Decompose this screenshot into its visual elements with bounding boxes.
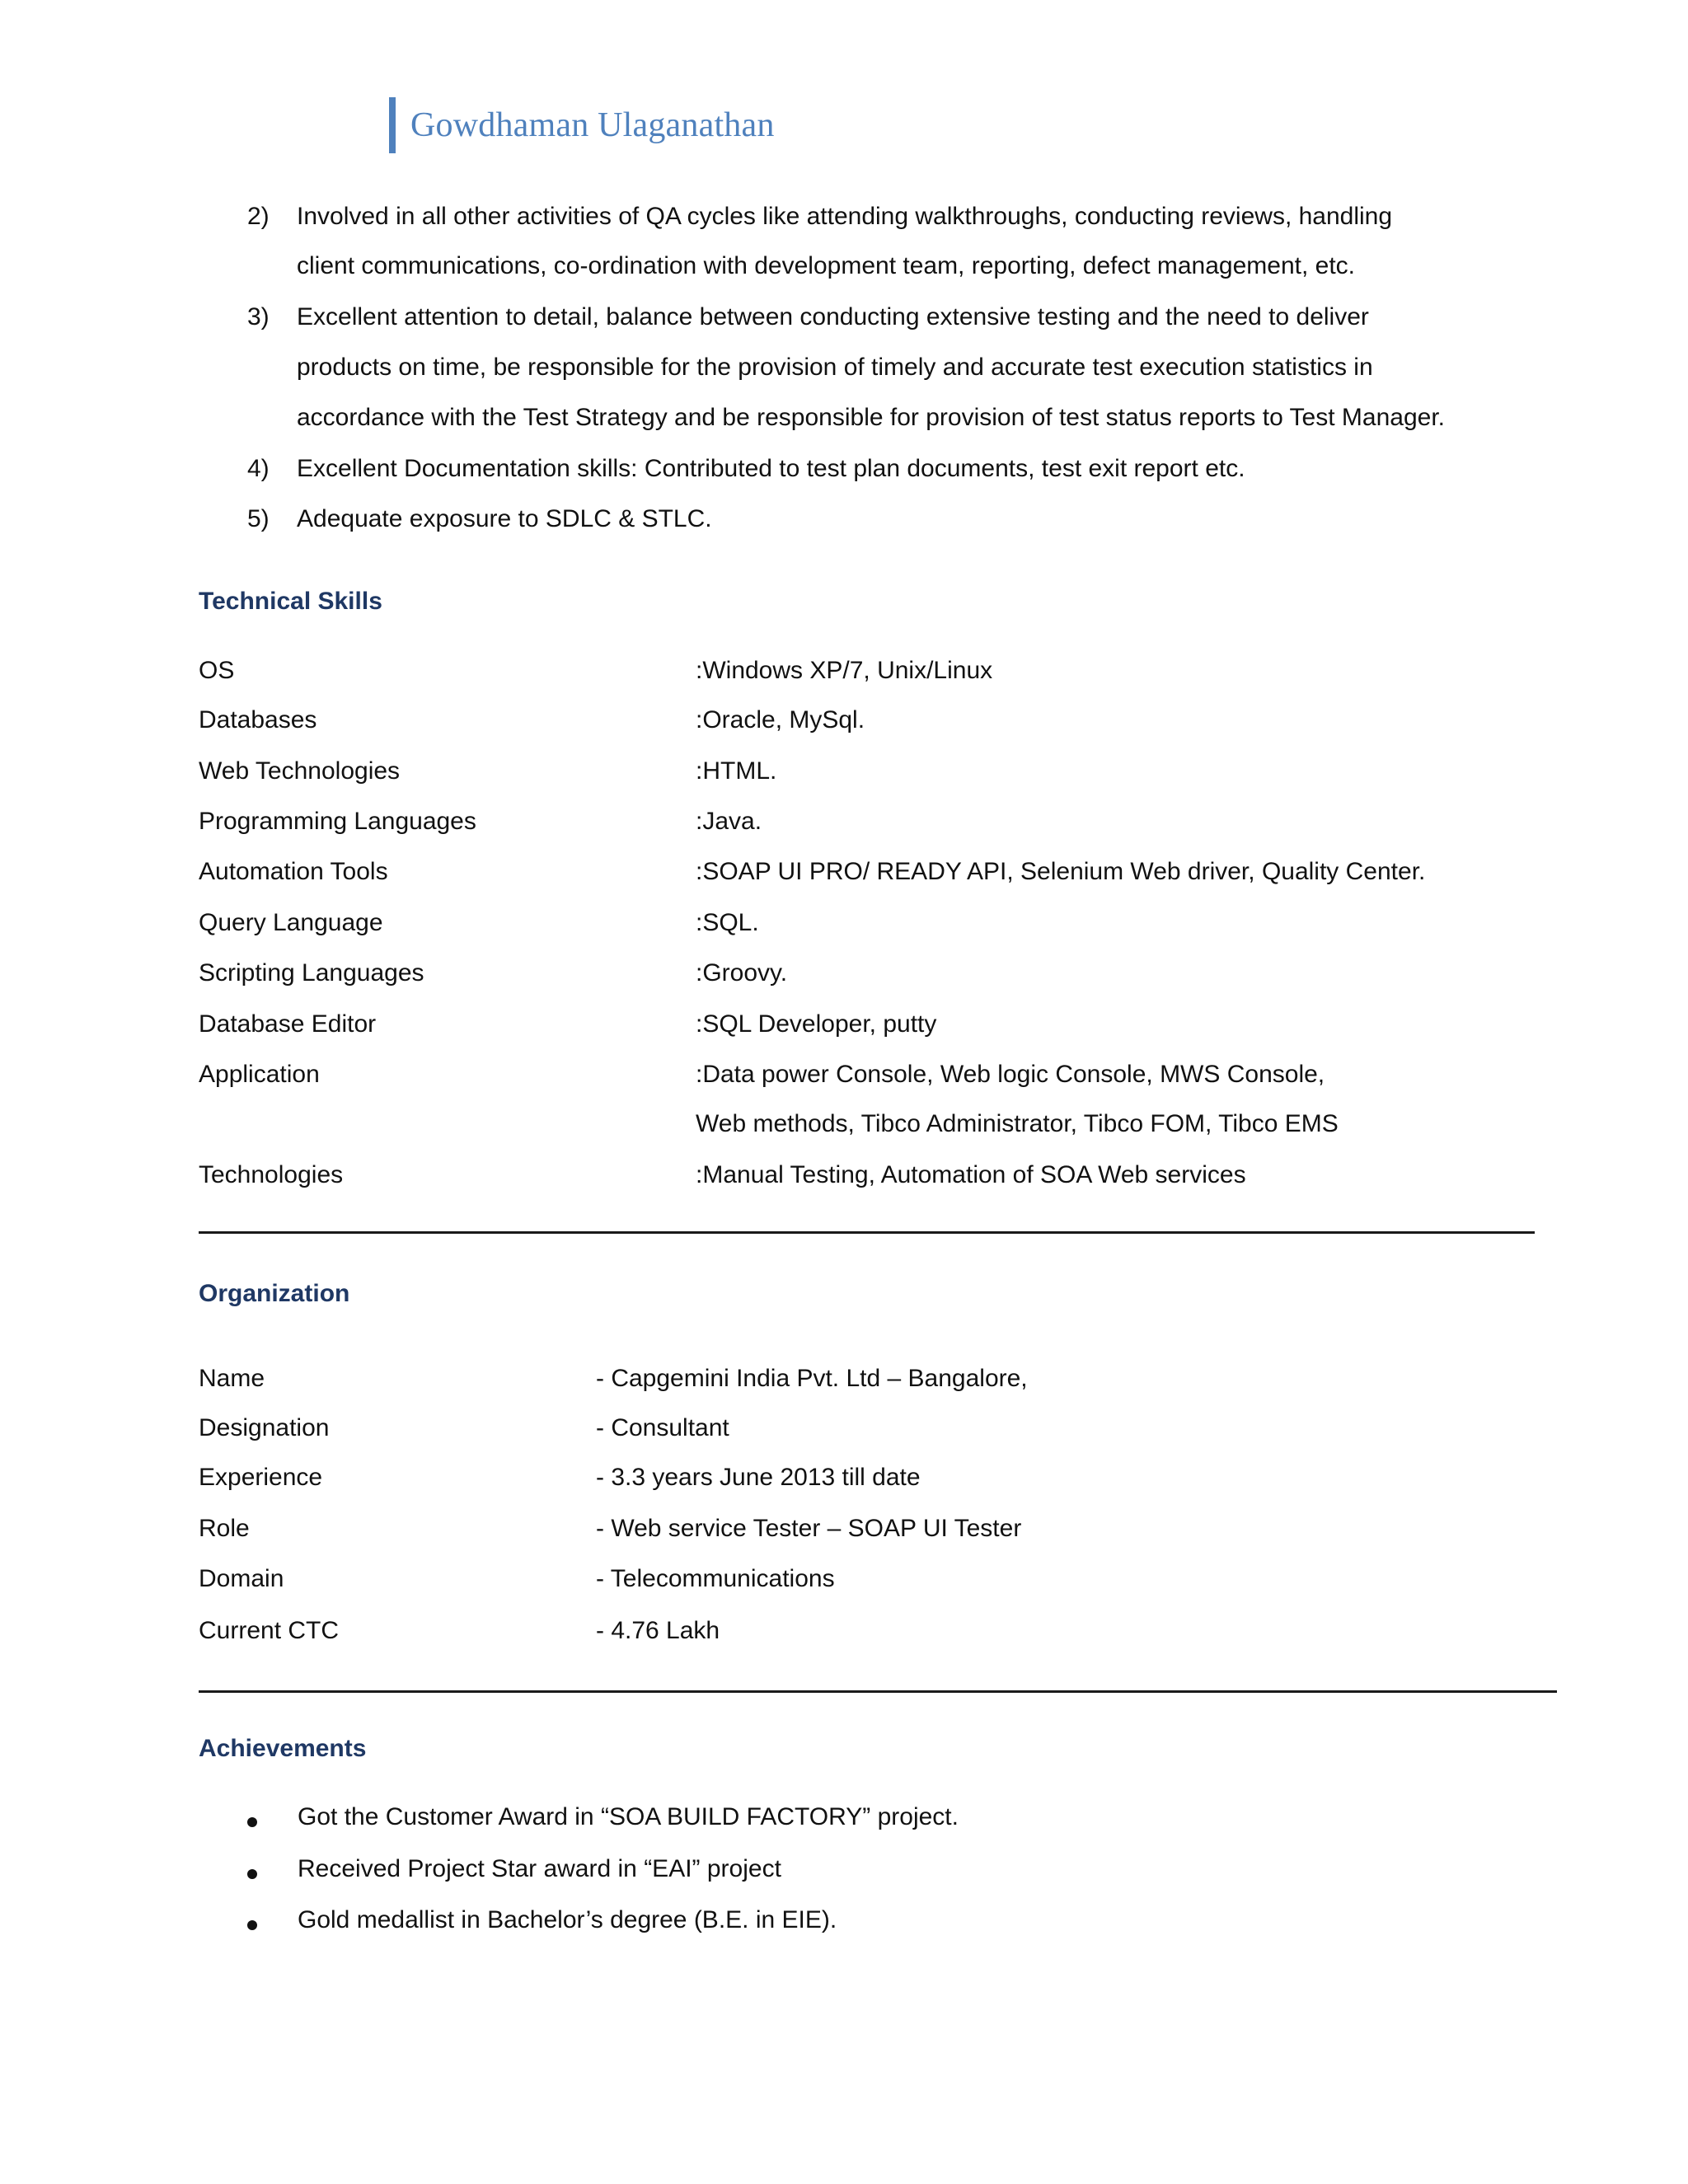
org-value: - Capgemini India Pvt. Ltd – Bangalore, (596, 1365, 1028, 1392)
skill-label: Databases (199, 706, 317, 733)
skill-value: :Oracle, MySql. (696, 706, 865, 733)
achievement-text: Received Project Star award in “EAI” project (298, 1855, 781, 1882)
candidate-name: Gowdhaman Ulaganathan (410, 106, 775, 144)
skill-value: :Java. (696, 808, 762, 835)
technical-skills-heading: Technical Skills (199, 588, 382, 615)
skill-label: Scripting Languages (199, 959, 424, 987)
org-label: Domain (199, 1565, 284, 1592)
skill-value: :SQL. (696, 909, 759, 936)
skill-value: :Manual Testing, Automation of SOA Web services (696, 1161, 1246, 1188)
org-value: - Web service Tester – SOAP UI Tester (596, 1515, 1022, 1542)
bullet-icon (247, 1869, 257, 1879)
org-label: Current CTC (199, 1617, 340, 1644)
item-number: 3) (247, 303, 270, 330)
item-text-line: Excellent Documentation skills: Contributed to test plan documents, test exit report etc. (297, 455, 1245, 482)
org-label: Designation (199, 1414, 330, 1441)
achievement-text: Got the Customer Award in “SOA BUILD FACTORY” project. (298, 1803, 959, 1830)
skill-value: :Data power Console, Web logic Console, MWS Console, (696, 1061, 1325, 1088)
org-label: Experience (199, 1464, 323, 1491)
skill-label: Database Editor (199, 1010, 377, 1038)
item-text-line: accordance with the Test Strategy and be responsible for provision of test status reports to Test Manager. (297, 404, 1445, 431)
item-number: 2) (247, 203, 270, 230)
item-text-line: products on time, be responsible for the provision of timely and accurate test execution statistics in (297, 354, 1373, 381)
item-number: 5) (247, 505, 270, 532)
skill-label: Web Technologies (199, 757, 401, 785)
skill-value: :Groovy. (696, 959, 788, 987)
achievement-text: Gold medallist in Bachelor’s degree (B.E. in EIE). (298, 1906, 837, 1933)
item-number: 4) (247, 455, 270, 482)
bullet-icon (247, 1920, 257, 1930)
org-label: Role (199, 1515, 250, 1542)
org-label: Name (199, 1365, 265, 1392)
item-text-line: Involved in all other activities of QA cycles like attending walkthroughs, conducting reviews, handling (297, 203, 1393, 230)
item-text-line: Adequate exposure to SDLC & STLC. (297, 505, 712, 532)
skill-label: Application (199, 1061, 320, 1088)
page-header (389, 97, 775, 153)
section-divider (199, 1690, 1557, 1693)
skill-value: Web methods, Tibco Administrator, Tibco FOM, Tibco EMS (696, 1110, 1339, 1137)
skill-label: OS (199, 657, 235, 684)
skill-label: Automation Tools (199, 858, 388, 885)
achievements-heading: Achievements (199, 1735, 367, 1762)
org-value: - Consultant (596, 1414, 729, 1441)
skill-label: Query Language (199, 909, 383, 936)
skill-label: Programming Languages (199, 808, 476, 835)
skill-value: :SOAP UI PRO/ READY API, Selenium Web driver, Quality Center. (696, 858, 1426, 885)
org-value: - Telecommunications (596, 1565, 835, 1592)
organization-heading: Organization (199, 1280, 350, 1307)
skill-value: :HTML. (696, 757, 777, 785)
skill-value: :Windows XP/7, Unix/Linux (696, 657, 993, 684)
item-text-line: Excellent attention to detail, balance between conducting extensive testing and the need to deliver (297, 303, 1369, 330)
skill-label: Technologies (199, 1161, 344, 1188)
org-value: - 3.3 years June 2013 till date (596, 1464, 921, 1491)
org-value: - 4.76 Lakh (596, 1617, 720, 1644)
bullet-icon (247, 1817, 257, 1827)
item-text-line: client communications, co-ordination with development team, reporting, defect management, etc. (297, 252, 1355, 279)
skill-value: :SQL Developer, putty (696, 1010, 937, 1038)
section-divider (199, 1231, 1535, 1234)
